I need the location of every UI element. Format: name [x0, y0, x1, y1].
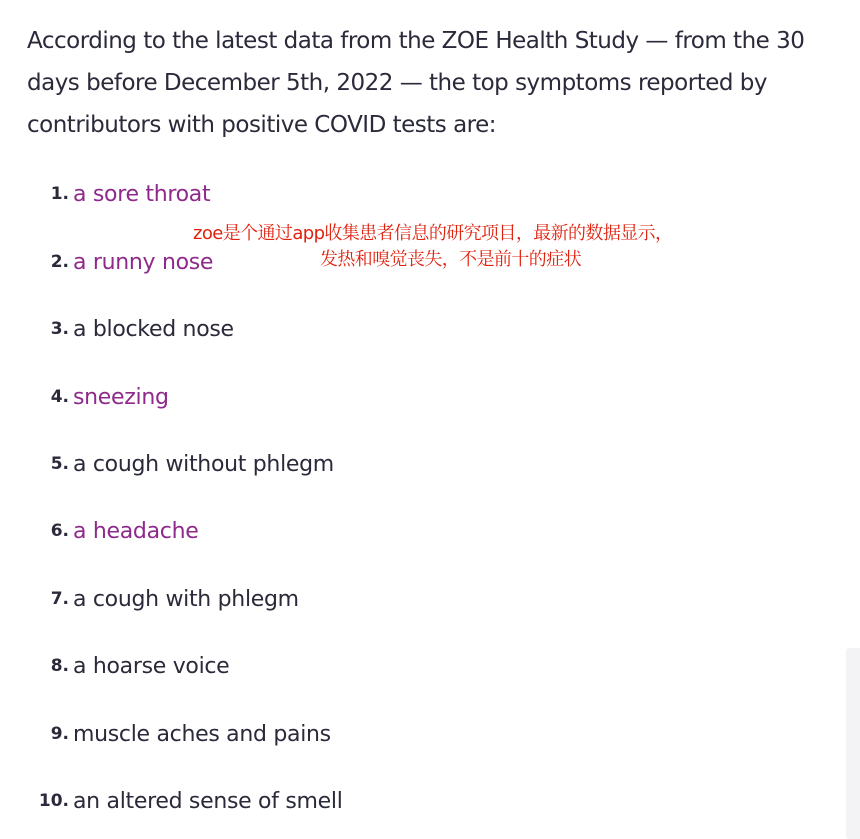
list-item [0, 646, 229, 686]
list-item [0, 377, 169, 417]
intro-line: According to the latest data from the ZOE Health Study — from the 30 [27, 28, 805, 54]
list-number: 10. [38, 791, 69, 811]
list-number: 2. [50, 252, 69, 272]
symptom-link-sore-throat[interactable]: a sore throat [73, 181, 211, 207]
list-number: 3. [50, 319, 69, 339]
list-item [0, 781, 343, 821]
symptom-link-sneezing[interactable]: sneezing [73, 384, 169, 410]
intro-line: contributors with positive COVID tests are: [27, 112, 497, 138]
annotation-line: 发热和嗅觉丧失，不是前十的症状 [320, 249, 581, 270]
symptom-label: a hoarse voice [73, 653, 230, 679]
list-number: 8. [50, 656, 69, 676]
list-number: 6. [50, 521, 69, 541]
annotation-note [193, 221, 753, 273]
symptom-link-headache[interactable]: a headache [73, 518, 199, 544]
list-item [0, 714, 331, 754]
symptom-link-runny-nose[interactable]: a runny nose [73, 249, 214, 275]
list-number: 5. [50, 454, 69, 474]
scrollbar[interactable] [846, 648, 860, 839]
list-item [0, 174, 210, 214]
list-number: 9. [50, 724, 69, 744]
intro-line: days before December 5th, 2022 — the top symptoms reported by [27, 70, 767, 96]
list-item [0, 309, 234, 349]
symptom-label: an altered sense of smell [73, 788, 343, 814]
intro-paragraph [27, 20, 827, 146]
symptom-label: muscle aches and pains [73, 721, 331, 747]
list-number: 4. [50, 387, 69, 407]
list-item [0, 444, 334, 484]
symptom-label: a cough without phlegm [73, 451, 334, 477]
list-item [0, 511, 198, 551]
annotation-line: zoe是个通过app收集患者信息的研究项目，最新的数据显示， [193, 223, 673, 244]
list-number: 1. [50, 184, 69, 204]
list-item [0, 579, 299, 619]
symptom-label: a blocked nose [73, 316, 234, 342]
symptom-label: a cough with phlegm [73, 586, 299, 612]
list-item [0, 242, 213, 282]
list-number: 7. [50, 589, 69, 609]
